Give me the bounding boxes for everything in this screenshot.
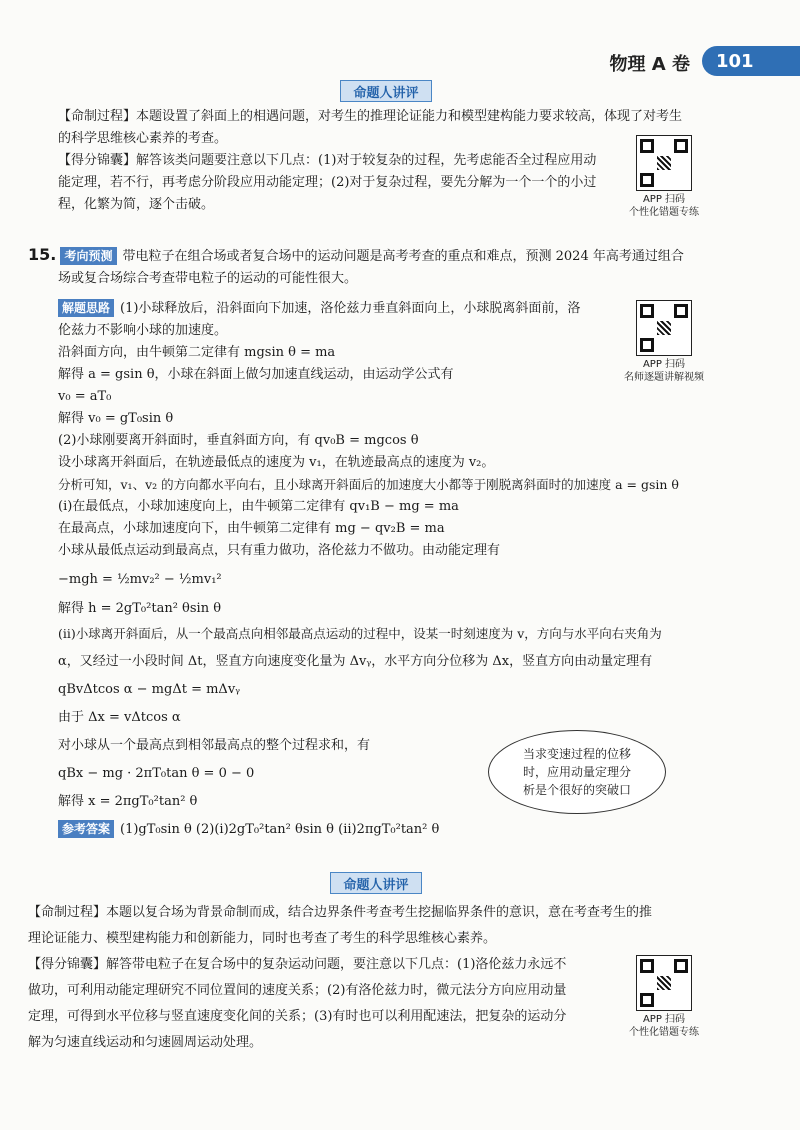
tag-solution: 解题思路 bbox=[58, 299, 114, 317]
text-line: 对小球从一个最高点到相邻最高点的整个过程求和，有 bbox=[58, 738, 371, 753]
section-label-commentary: 命题人讲评 bbox=[330, 872, 422, 894]
text-line: α，又经过一小段时间 Δt，竖直方向速度变化量为 Δvᵧ，水平方向分位移为 Δx，竖直方向由动量定理有 bbox=[58, 654, 653, 669]
book-title: 物理 A 卷 bbox=[609, 54, 690, 75]
text-line: 【得分锦囊】解答该类问题要注意以下几点：(1)对于较复杂的过程，先考虑能否全过程应用动 bbox=[58, 153, 597, 168]
page-number: 101 bbox=[702, 46, 800, 76]
text-line: 的科学思维核心素养的考查。 bbox=[58, 131, 228, 146]
text-line: (1)小球释放后，沿斜面向下加速，洛伦兹力垂直斜面向上，小球脱离斜面前，洛 bbox=[120, 301, 581, 316]
qr-caption: 个性化错题专练 bbox=[629, 207, 699, 218]
tag-predict: 考向预测 bbox=[60, 247, 116, 265]
text-line: 伦兹力不影响小球的加速度。 bbox=[58, 323, 228, 338]
text-line: 程，化繁为简，逐个击破。 bbox=[58, 197, 215, 212]
text-line: (ii)小球离开斜面后，从一个最高点向相邻最高点运动的过程中，设某一时刻速度为 v，方向与水平向右夹角为 bbox=[58, 626, 662, 641]
qr-code-icon bbox=[636, 300, 692, 356]
equation: qBvΔtcos α − mgΔt = mΔvᵧ bbox=[58, 682, 241, 697]
qr-caption: APP 扫码 bbox=[642, 194, 686, 205]
text-line: 由于 Δx = vΔtcos α bbox=[58, 710, 181, 725]
question-15 bbox=[28, 244, 684, 290]
qr-caption: 个性化错题专练 bbox=[629, 1027, 699, 1038]
text-line: 【命制过程】本题以复合场为背景命制而成，结合边界条件考查考生挖掘临界条件的意识，意在考查考生的推 bbox=[28, 905, 653, 920]
text-line: 设小球离开斜面后，在轨迹最低点的速度为 v₁，在轨迹最高点的速度为 v₂。 bbox=[58, 455, 495, 470]
tip-line: 时，应用动量定理分 bbox=[522, 765, 631, 779]
text-line: 沿斜面方向，由牛顿第二定律有 mgsin θ = ma bbox=[58, 345, 336, 360]
tip-line: 析是个很好的突破口 bbox=[522, 783, 631, 797]
text-line: v₀ = aT₀ bbox=[58, 389, 112, 404]
text-line: (i)在最低点，小球加速度向上，由牛顿第二定律有 qv₁B − mg = ma bbox=[58, 499, 459, 514]
text-line: (2)小球刚要离开斜面时，垂直斜面方向，有 qv₀B = mgcos θ bbox=[58, 433, 419, 448]
tip-bubble bbox=[488, 730, 666, 814]
qr-caption: APP 扫码 bbox=[642, 1014, 686, 1025]
text-line: 理论证能力、模型建构能力和创新能力，同时也考查了考生的科学思维核心素养。 bbox=[28, 931, 497, 946]
text-line: 做功，可利用动能定理研究不同位置间的速度关系；(2)有洛伦兹力时，微元法分方向应用动量 bbox=[28, 983, 567, 998]
answer-text: (1)gT₀sin θ (2)(i)2gT₀²tan² θsin θ (ii)2πgT₀²tan² θ bbox=[120, 822, 440, 837]
tip-line: 当求变速过程的位移 bbox=[522, 747, 631, 761]
text-line: 分析可知，v₁、v₂ 的方向都水平向右，且小球离开斜面后的加速度大小都等于刚脱离斜面时的加速度 a = gsin θ bbox=[58, 477, 679, 492]
text-line: 解得 h = 2gT₀²tan² θsin θ bbox=[58, 601, 222, 616]
text-line: 解为匀速直线运动和匀速圆周运动处理。 bbox=[28, 1035, 263, 1050]
qr-block-bottom[interactable] bbox=[618, 955, 710, 1039]
qr-block-video[interactable] bbox=[612, 300, 716, 384]
text-line: 场或复合场综合考查带电粒子的运动的可能性很大。 bbox=[58, 271, 358, 286]
top-commentary bbox=[58, 106, 682, 216]
text-line: 【得分锦囊】解答带电粒子在复合场中的复杂运动问题，要注意以下几点：(1)洛伦兹力永远不 bbox=[28, 957, 567, 972]
equation: qBx − mg · 2πT₀tan θ = 0 − 0 bbox=[58, 766, 255, 781]
text-line: 带电粒子在组合场或者复合场中的运动问题是高考考查的重点和难点，预测 2024 年高考通过组合 bbox=[122, 249, 684, 264]
text-line: 定理，可得到水平位移与竖直速度变化间的关系；(3)有时也可以利用配速法，把复杂的运动分 bbox=[28, 1009, 567, 1024]
qr-code-icon bbox=[636, 955, 692, 1011]
qr-block-top[interactable] bbox=[618, 135, 710, 219]
tag-answer: 参考答案 bbox=[58, 820, 114, 838]
text-line: 解得 a = gsin θ，小球在斜面上做匀加速直线运动，由运动学公式有 bbox=[58, 367, 454, 382]
qr-caption: 名师逐题讲解视频 bbox=[624, 372, 704, 383]
text-line: 解得 x = 2πgT₀²tan² θ bbox=[58, 794, 198, 809]
question-number: 15. bbox=[28, 245, 57, 264]
section-label-commentary: 命题人讲评 bbox=[340, 80, 432, 102]
text-line: 解得 v₀ = gT₀sin θ bbox=[58, 411, 174, 426]
qr-code-icon bbox=[636, 135, 692, 191]
text-line: 能定理，若不行，再考虑分阶段应用动能定理；(2)对于复杂过程，要先分解为一个一个的小过 bbox=[58, 175, 597, 190]
equation: −mgh = ½mv₂² − ½mv₁² bbox=[58, 572, 222, 587]
text-line: 小球从最低点运动到最高点，只有重力做功，洛伦兹力不做功。由动能定理有 bbox=[58, 543, 501, 558]
bottom-commentary bbox=[28, 900, 652, 1056]
text-line: 在最高点，小球加速度向下，由牛顿第二定律有 mg − qv₂B = ma bbox=[58, 521, 445, 536]
qr-caption: APP 扫码 bbox=[642, 359, 686, 370]
text-line: 【命制过程】本题设置了斜面上的相遇问题，对考生的推理论证能力和模型建构能力要求较高，体现了对考生 bbox=[58, 109, 683, 124]
